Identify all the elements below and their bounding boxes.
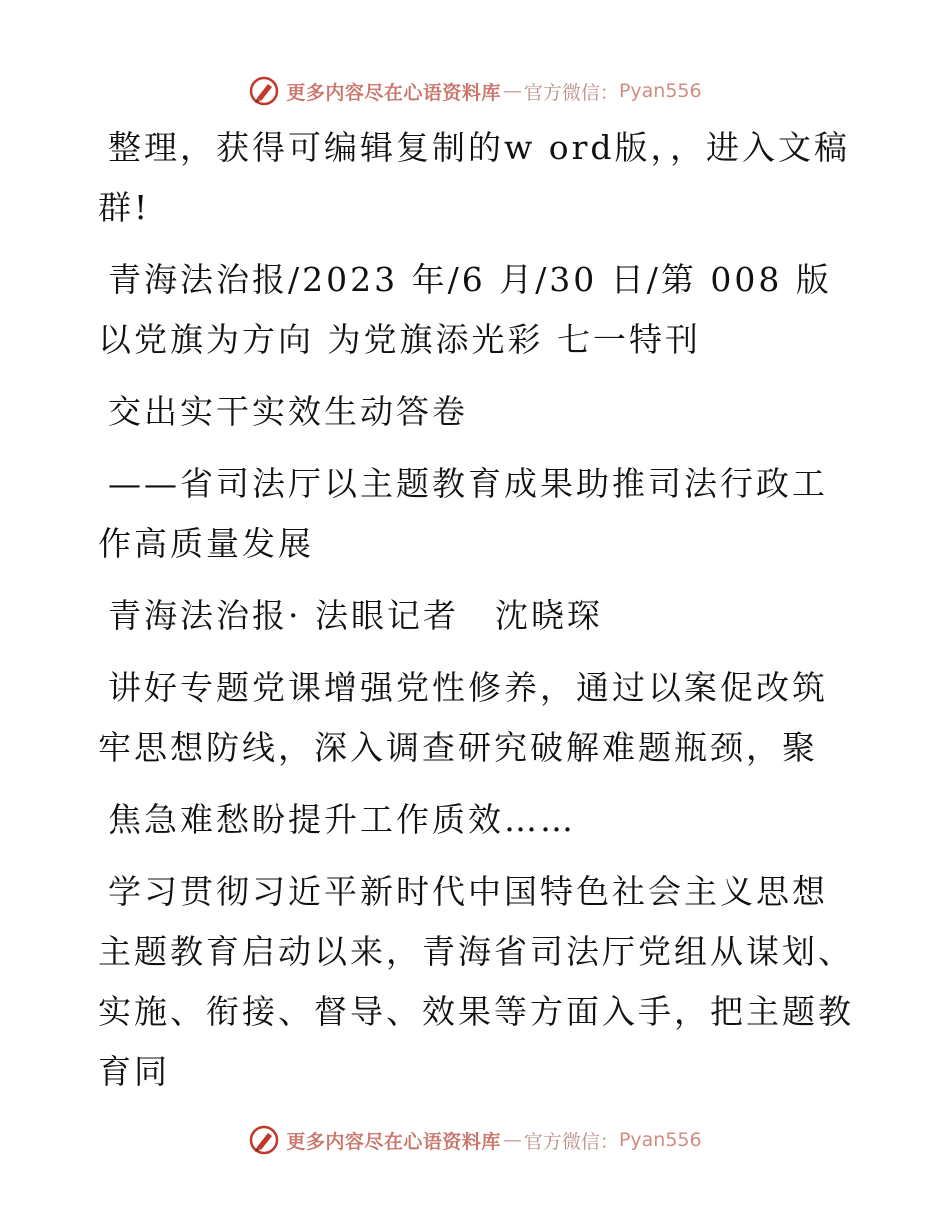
paragraph-source: 青海法治报/2023 年/6 月/30 日/第 008 版以党旗为方向 为党旗添光彩 七一特刊 — [98, 260, 832, 359]
watermark-site: 更多内容尽在心语资料库 — [286, 81, 501, 104]
article-title: 交出实干实效生动答卷 — [108, 392, 468, 431]
pen-logo-icon — [248, 1124, 280, 1156]
watermark-separator: — — [502, 1129, 522, 1151]
article-subtitle: ——省司法厅以主题教育成果助推司法行政工作高质量发展 — [98, 464, 828, 563]
footer-watermark — [0, 1120, 950, 1160]
paragraph-lead: 讲好专题党课增强党性修养，通过以案促改筑牢思想防线，深入调查研究破解难题瓶颈，聚 — [98, 668, 828, 767]
watermark-site: 更多内容尽在心语资料库 — [286, 1130, 501, 1153]
pen-logo-icon — [248, 75, 280, 107]
watermark-wechat-id: Pyan556 — [618, 80, 702, 102]
header-watermark — [0, 71, 950, 111]
watermark-wechat-id: Pyan556 — [618, 1129, 702, 1151]
watermark-label: 官方微信： — [523, 1130, 619, 1153]
paragraph-lead-continued: 焦急难愁盼提升工作质效…… — [108, 800, 576, 839]
document-body — [98, 118, 858, 1114]
watermark-separator: — — [502, 80, 522, 102]
article-byline: 青海法治报· 法眼记者 沈晓琛 — [108, 596, 603, 635]
paragraph-body: 学习贯彻习近平新时代中国特色社会主义思想主题教育启动以来，青海省司法厅党组从谋划、实施、衔接、督导、效果等方面入手，把主题教育同 — [98, 872, 854, 1091]
paragraph-intro: 整理，获得可编辑复制的w ord版，，进入文稿群! — [98, 128, 851, 227]
watermark-label: 官方微信： — [523, 81, 619, 104]
